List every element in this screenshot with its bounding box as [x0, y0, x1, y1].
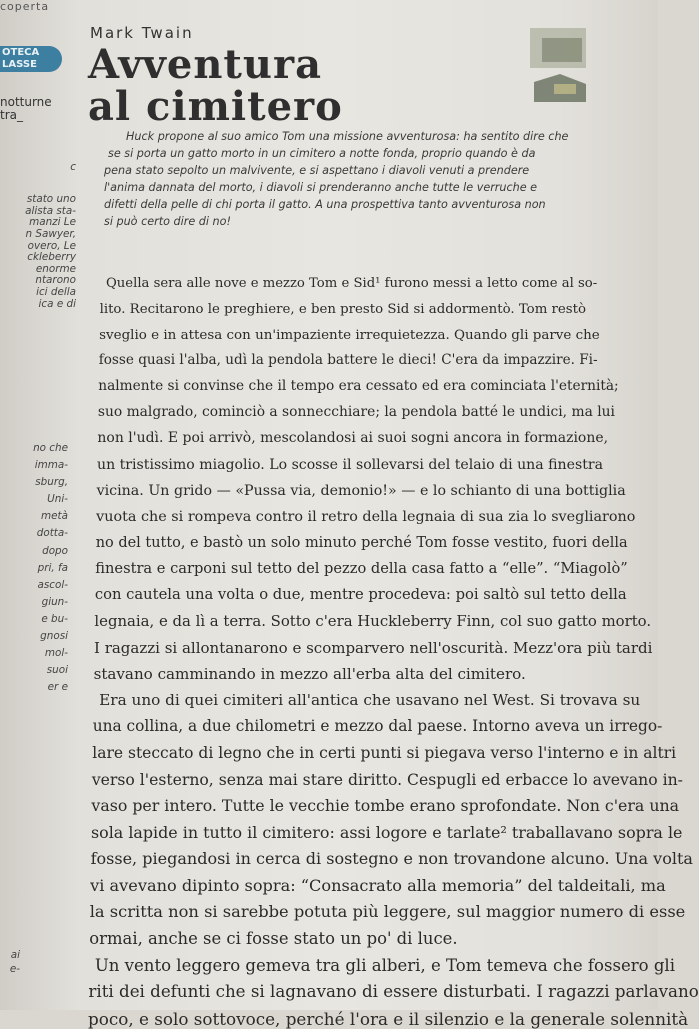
story-line: stavano camminando in mezzo all'erba alta del cimitero.: [93, 664, 526, 683]
story-line: Era uno di quei cimiteri all'antica che usavano nel West. Si trovava su: [99, 691, 641, 709]
margin-note: e bu-: [41, 612, 68, 625]
intro-line: se si porta un gatto morto in un cimitero a notte fonda, proprio quando è da: [108, 147, 536, 160]
margin-note: ici della: [36, 285, 76, 298]
story-line: I ragazzi si allontanarono e scomparvero nell'oscurità. Mezz'ora più tardi: [94, 638, 653, 657]
margin-notes-top: [0, 162, 76, 310]
story-line: la scritta non si sarebbe potuta più leggere, sul maggior numero di esse: [89, 902, 686, 922]
section-label: coperta: [0, 0, 50, 13]
badge-text: OTECA LASSE: [2, 47, 40, 70]
author-name: Mark Twain: [90, 24, 194, 42]
margin-note: manzi Le: [29, 216, 76, 229]
story-line: sveglio e in attesa con un'impaziente irrequietezza. Quando gli parve che: [99, 327, 600, 343]
story-line: vicina. Un grido — «Pussa via, demonio!» — e lo schianto di una bottiglia: [96, 482, 626, 499]
series-text: notturne tra_: [0, 95, 52, 122]
margin-note: no che: [33, 442, 68, 454]
margin-note: giun-: [41, 595, 68, 608]
story-line: poco, e solo sottovoce, perché l'ora e il silenzio e la generale solennità: [88, 1009, 689, 1029]
margin-note: [0, 174, 76, 186]
chapter-title: [88, 41, 343, 130]
margin-note: dotta-: [36, 527, 68, 540]
story-line: non l'udì. E poi arrivò, mescolandosi ai suoi sogni ancora in formazione,: [97, 429, 609, 446]
story-line: Un vento leggero gemeva tra gli alberi, e Tom temeva che fossero gli: [94, 955, 676, 975]
intro-line: si può certo dire di no!: [104, 215, 231, 228]
margin-note: ntarono: [35, 274, 76, 287]
story-line: nalmente si convinse che il tempo era cessato ed era cominciata l'eternità;: [98, 378, 619, 395]
story-line: lito. Recitarono le preghiere, e ben presto Sid si addormentò. Tom restò: [99, 301, 586, 317]
intro-paragraph: [104, 128, 664, 230]
margin-note: er e: [47, 681, 68, 694]
story-line: no del tutto, e bastò un solo minuto perché Tom fosse vestito, fuori della: [95, 534, 628, 551]
intro-line: Huck propone al suo amico Tom una missione avventurosa: ha sentito dire che: [126, 130, 569, 143]
margin-note: alista sta-: [25, 204, 76, 217]
story-line: Quella sera alle nove e mezzo Tom e Sid¹ furono messi a letto come al so-: [106, 276, 598, 291]
margin-note: Uni-: [47, 493, 68, 506]
series-label: [0, 96, 52, 122]
story-line: un tristissimo miagolio. Lo scosse il sollevarsi del telaio di una finestra: [97, 456, 603, 473]
story-line: ormai, anche se ci fosse stato un po' di luce.: [89, 929, 458, 949]
margin-notes-bottom: [0, 440, 68, 696]
title-line-1: Avventura: [88, 41, 322, 88]
margin-note: enorme: [35, 262, 76, 275]
story-line: verso l'esterno, senza mai stare diritto. Cespugli ed erbacce lo avevano in-: [91, 770, 683, 790]
margin-note: mol-: [44, 647, 68, 660]
margin-note: metà: [41, 510, 68, 523]
margin-note: overo, Le: [27, 239, 76, 252]
story-line: legnaia, e da lì a terra. Sotto c'era Huckleberry Finn, col suo gatto morto.: [94, 612, 652, 631]
margin-note: gnosi: [40, 630, 68, 643]
title-line-2: al cimitero: [88, 83, 343, 130]
margin-note: ckleberry: [27, 251, 76, 264]
story-line: vaso per intero. Tutte le vecchie tombe erano sprofondate. Non c'era una: [91, 796, 680, 816]
story-line: finestra e carponi sul tetto del pezzo della casa fatto a “elle”. “Miagolò”: [95, 560, 628, 578]
margin-note: ai: [10, 949, 20, 961]
margin-note: sburg,: [35, 476, 68, 489]
margin-note: pri, fa: [37, 561, 68, 574]
story-line: con cautela una volta o due, mentre procedeva: poi saltò sul tetto della: [94, 586, 627, 604]
margin-note: stato uno: [26, 193, 76, 206]
intro-line: l'anima dannata del morto, i diavoli si prenderanno anche tutte le verruche e: [104, 181, 538, 194]
story-line: riti dei defunti che si lagnavano di essere disturbati. I ragazzi parlavano: [88, 982, 699, 1002]
story-line: lare steccato di legno che in certi punti si piegava verso l'interno e in altri: [92, 743, 677, 762]
story-line: vi avevano dipinto sopra: “Consacrato alla memoria” del taldeitali, ma: [90, 875, 666, 895]
margin-note: n Sawyer,: [25, 227, 76, 240]
margin-note: c: [70, 161, 76, 173]
margin-note: dopo: [42, 544, 68, 557]
decorative-image: [520, 24, 590, 104]
margin-note: e-: [9, 963, 20, 975]
intro-line: difetti della pelle di chi porta il gatto. A una prospettiva tanto avventurosa non: [104, 198, 546, 211]
margin-note: suoi: [46, 664, 68, 677]
margin-note: ascol-: [37, 578, 68, 591]
intro-line: pena stato sepolto un malvivente, e si aspettano i diavoli venuti a prendere: [104, 164, 530, 177]
story-line: fosse quasi l'alba, udì la pendola battere le dieci! C'era da impazzire. Fi-: [98, 352, 598, 369]
story-line: suo malgrado, cominciò a sonnecchiare; la pendola batté le undici, ma lui: [97, 404, 615, 421]
story-line: una collina, a due chilometri e mezzo dal paese. Intorno aveva un irrego-: [92, 717, 663, 736]
margin-note: imma-: [34, 459, 68, 472]
story-line: sola lapide in tutto il cimitero: assi logore e tarlate² traballavano sopra le: [91, 822, 683, 842]
margin-notes-footer: [0, 948, 20, 976]
series-badge: [0, 46, 62, 72]
story-line: fosse, piegandosi in cerca di sostegno e non trovandone alcuno. Una volta: [90, 849, 693, 869]
story-line: vuota che si rompeva contro il retro della legnaia di sua zia lo svegliarono: [96, 508, 636, 525]
margin-note: ica e di: [38, 297, 76, 310]
